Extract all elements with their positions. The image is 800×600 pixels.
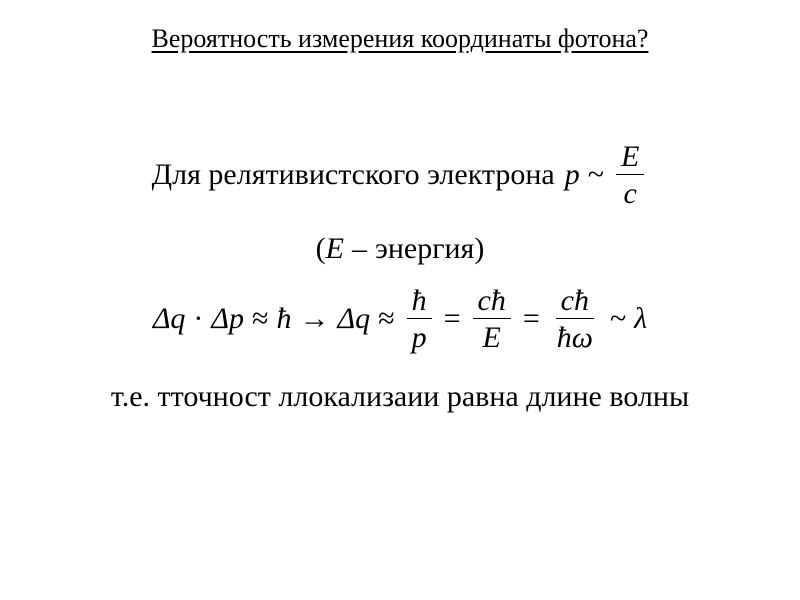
fraction-denominator: ħω — [556, 321, 593, 354]
hbar-over-p-fraction — [407, 284, 432, 354]
fraction-denominator: p — [411, 321, 427, 354]
proportional-symbol: ~ — [609, 302, 627, 335]
slide-title: Вероятность измерения координаты фотона? — [151, 24, 649, 53]
momentum-symbol: p — [564, 158, 580, 191]
open-paren: ( — [315, 232, 326, 265]
fraction-denominator: c — [623, 177, 637, 210]
arrow-symbol: → — [299, 302, 330, 335]
fraction-numerator: cħ — [556, 284, 594, 319]
c-hbar-over-e-fraction — [473, 284, 511, 354]
relativistic-electron-line — [0, 140, 800, 210]
fraction-denominator: E — [482, 321, 501, 354]
energy-over-c-fraction — [616, 140, 644, 210]
fraction-numerator: E — [616, 140, 644, 175]
dash: – — [351, 232, 367, 265]
uncertainty-formula — [0, 284, 800, 354]
delta-q-second: Δq — [337, 302, 371, 335]
dot-operator: · — [193, 302, 204, 335]
delta-p: Δp — [211, 302, 245, 335]
energy-symbol: E — [325, 232, 344, 265]
approx-symbol-second: ≈ — [378, 302, 395, 335]
proportional-symbol: ~ — [587, 158, 604, 191]
equals-symbol: = — [443, 302, 461, 335]
equals-symbol-second: = — [522, 302, 540, 335]
approx-symbol: ≈ — [252, 302, 269, 335]
hbar-symbol: ħ — [276, 302, 292, 335]
close-paren: ) — [474, 232, 485, 265]
delta-q: Δq — [152, 302, 186, 335]
lambda-symbol: λ — [634, 302, 648, 335]
energy-definition-line — [0, 232, 800, 266]
fraction-numerator: ħ — [407, 284, 432, 319]
c-hbar-over-hbar-omega-fraction — [552, 284, 598, 354]
fraction-numerator: cħ — [473, 284, 511, 319]
energy-word: энергия — [374, 232, 475, 265]
conclusion-line: т.е. тточност ллокализаии равна длине волны — [110, 380, 690, 413]
relativistic-electron-text: Для релятивистского электрона — [151, 158, 555, 191]
